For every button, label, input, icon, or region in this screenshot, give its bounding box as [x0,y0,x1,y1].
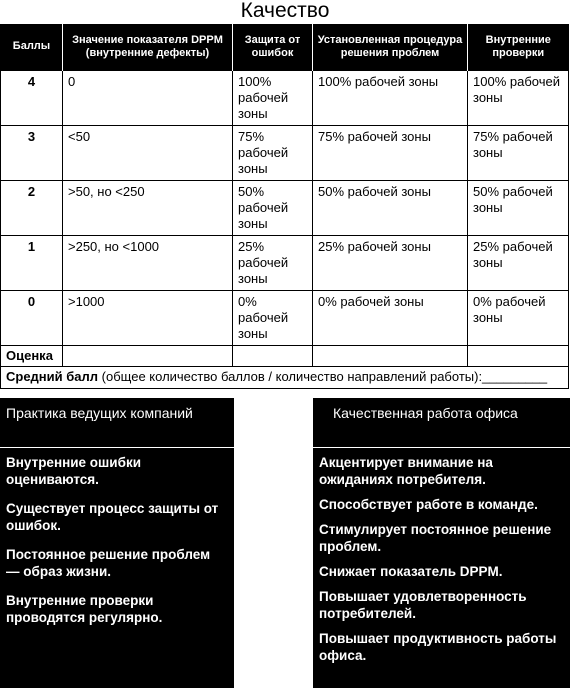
quality-office-panel [313,398,570,688]
list-item: Существует процесс защиты от ошибок. [6,501,219,533]
table-header-row [1,24,569,70]
list-item: Внутренние ошибки оцениваются. [6,455,141,487]
score-cell: 3 [1,125,63,180]
procedure-cell: 0% рабочей зоны [313,290,468,345]
list-item: Снижает показатель DPPM. [319,564,503,579]
average-score-label: Средний балл [6,368,99,384]
header-problem-procedure: Установленная процедура решения проблем [313,24,468,70]
audits-cell: 25% рабочей зоны [468,235,569,290]
protection-cell: 25% рабочей зоны [233,235,313,290]
audits-cell: 0% рабочей зоны [468,290,569,345]
dppm-cell: 0 [63,70,233,125]
procedure-cell: 100% рабочей зоны [313,70,468,125]
table-row [1,290,569,345]
score-cell: 1 [1,235,63,290]
list-item: Стимулирует постоянное решение проблем. [319,522,552,554]
list-item: Внутренние проверки проводятся регулярно. [6,593,163,625]
list-item: Постоянное решение проблем — образ жизни. [6,547,211,579]
header-dppm: Значение показателя DPPM (внутренние дефекты) [63,24,233,70]
list-item: Повышает продуктивность работы офиса. [319,631,557,663]
best-practice-title: Практика ведущих компаний [0,398,234,448]
procedure-cell: 75% рабочей зоны [313,125,468,180]
average-row [1,366,569,388]
quality-score-table [0,24,569,389]
evaluation-label: Оценка [1,345,63,366]
list-item: Способствует работе в команде. [319,497,538,512]
audits-cell: 75% рабочей зоны [468,125,569,180]
table-row [1,70,569,125]
average-score-formula: (общее количество баллов / количество направлений работы):_________ [98,368,548,384]
dppm-cell: <50 [63,125,233,180]
quality-office-list [313,448,570,664]
list-item: Акцентирует внимание на ожиданиях потребителя. [319,455,493,487]
procedure-cell: 50% рабочей зоны [313,180,468,235]
audits-cell: 100% рабочей зоны [468,70,569,125]
evaluation-input-procedure[interactable] [313,345,468,366]
audits-cell: 50% рабочей зоны [468,180,569,235]
score-cell: 2 [1,180,63,235]
header-error-protection: Защита от ошибок [233,24,313,70]
dppm-cell: >250, но <1000 [63,235,233,290]
list-item: Повышает удовлетворенность потребителей. [319,589,527,621]
table-row [1,235,569,290]
evaluation-input-protection[interactable] [233,345,313,366]
best-practice-list [0,448,234,626]
dppm-cell: >50, но <250 [63,180,233,235]
evaluation-input-audits[interactable] [468,345,569,366]
evaluation-row [1,345,569,366]
header-internal-audits: Внутренние проверки [468,24,569,70]
protection-cell: 50% рабочей зоны [233,180,313,235]
protection-cell: 75% рабочей зоны [233,125,313,180]
procedure-cell: 25% рабочей зоны [313,235,468,290]
score-cell: 4 [1,70,63,125]
best-practice-panel [0,398,234,688]
table-row [1,125,569,180]
table-row [1,180,569,235]
quality-office-title: Качественная работа офиса [313,398,570,448]
page-title: Качество [240,0,330,22]
evaluation-input-dppm[interactable] [63,345,233,366]
protection-cell: 100% рабочей зоны [233,70,313,125]
header-score: Баллы [1,24,63,70]
protection-cell: 0% рабочей зоны [233,290,313,345]
dppm-cell: >1000 [63,290,233,345]
score-cell: 0 [1,290,63,345]
average-score-cell[interactable] [1,366,569,388]
